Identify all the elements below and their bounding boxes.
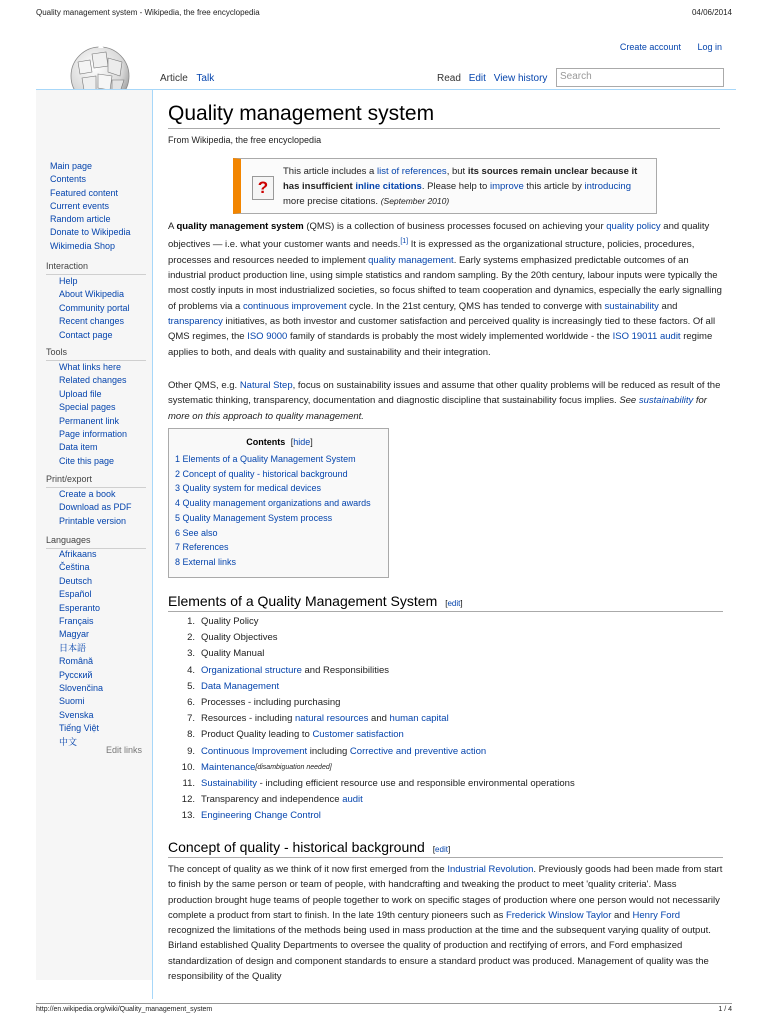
sidebar-item-recent-changes[interactable]: Recent changes	[59, 316, 125, 327]
frederick-winslow-taylor-link[interactable]: Frederick Winslow Taylor	[505, 909, 612, 921]
introducing-link[interactable]: introducing	[584, 181, 631, 192]
natural-step-link[interactable]: Natural Step	[239, 380, 293, 391]
list-item-number: 6.	[187, 696, 195, 708]
sidebar-item-contact-page[interactable]: Contact page	[59, 329, 113, 340]
toc-item[interactable]: 4 Quality management organizations and awards	[175, 498, 371, 509]
sidebar-item-main-page[interactable]: Main page	[50, 161, 93, 171]
list-item-text	[201, 679, 279, 695]
text-run: It is expressed as the organizational structure, policies, procedures, processes and resources needed to implement	[168, 239, 695, 266]
concept-paragraph	[168, 862, 723, 984]
list-item-text	[201, 792, 363, 808]
reference-1-link[interactable]: [1]	[400, 238, 409, 246]
sidebar-item-page-information[interactable]: Page information	[59, 429, 128, 440]
list-item-text	[201, 695, 340, 711]
text-run: . Early systems emphasized predictable outcomes of an industrial product production line, using simple statistics and random sampling. By the 20th century, labour inputs were typically the most costly inputs in most industrialized societies, so focus shifted to team cooperation and dynamics, especially the early signalling of problems via a	[168, 254, 722, 312]
notice-date: (September 2010)	[380, 196, 450, 206]
list-item-link[interactable]: Maintenance	[201, 761, 256, 773]
sidebar-heading-tools[interactable]: Tools	[46, 347, 68, 357]
site-subtitle: From Wikipedia, the free encyclopedia	[168, 135, 322, 145]
text-run: Other QMS, e.g.	[168, 380, 240, 391]
sidebar-item-contents[interactable]: Contents	[50, 174, 87, 185]
search-input[interactable]: Search	[556, 68, 724, 87]
sidebar-item-ti-ng-vi-t[interactable]: Tiếng Việt	[59, 723, 100, 734]
view-tabs	[437, 73, 552, 84]
list-item-text	[201, 808, 321, 824]
section-title: Concept of quality - historical background	[168, 839, 425, 855]
print-date: 04/06/2014	[691, 8, 732, 17]
list-item-text-run: - including efficient resource use and responsible environmental operations	[256, 777, 575, 789]
tab-view-history[interactable]: View history	[493, 73, 548, 84]
tab-article[interactable]: Article	[160, 73, 188, 84]
sidebar-item-current-events[interactable]: Current events	[50, 200, 110, 211]
sidebar-item-cite-this-page[interactable]: Cite this page	[59, 455, 115, 466]
disambiguation-note: [disambiguation needed]	[255, 763, 332, 771]
list-item-text-run: Resources - including	[201, 713, 295, 725]
sidebar-item-item[interactable]: 日本語	[59, 642, 87, 653]
tab-edit[interactable]: Edit	[468, 73, 486, 84]
sidebar-item-data-item[interactable]: Data item	[59, 442, 98, 453]
list-item-text-run: and	[368, 713, 390, 725]
text-run: initiatives, as both investor and customer satisfaction and perceived quality is increasingly tied to these factors. Of all QMS regimes, the	[168, 315, 716, 343]
list-item-link[interactable]: Engineering Change Control	[201, 810, 321, 822]
toc-title: Contents	[246, 437, 286, 447]
list-item-text-run: and Responsibilities	[301, 664, 389, 676]
text-run: family of standards is probably the most widely implemented worldwide - the	[287, 331, 613, 343]
notice-text-part: . Please help to	[421, 181, 490, 192]
text-run: and quality objectives — i.e. what your customer wants and needs.	[168, 221, 710, 251]
toc-title-row: Contents [hide]	[246, 437, 313, 447]
create-account-link[interactable]: Create account	[619, 42, 681, 52]
list-item-text-run: Transparency and independence	[201, 794, 343, 806]
toc-item[interactable]: 3 Quality system for medical devices	[175, 483, 322, 494]
list-item-text	[201, 711, 449, 727]
improve-link[interactable]: improve	[489, 181, 524, 192]
text-run: (QMS) is a collection of business processes focused on achieving your	[303, 221, 607, 232]
list-item-link[interactable]: Customer satisfaction	[312, 729, 404, 741]
print-header	[36, 8, 732, 20]
quality-management-link[interactable]: quality management	[368, 254, 454, 266]
toc-item[interactable]: 2 Concept of quality - historical background	[175, 468, 348, 479]
list-item-text	[201, 663, 389, 679]
sidebar-heading-print[interactable]: Print/export	[46, 474, 93, 484]
sidebar-item-e-tina[interactable]: Čeština	[59, 562, 90, 573]
text-run: and	[658, 300, 678, 312]
sustainability-link[interactable]: sustainability	[604, 300, 659, 312]
notice-bold-text: its sources remain unclear because it has insufficient	[283, 166, 638, 192]
text-run: , focus on sustainability issues and assume that other quality problems will be reduced as result of the systematic thinking, transparency, documentation and diagnostic discipline that sustainability focus implies.	[168, 380, 721, 407]
toc-item[interactable]: 6 See also	[175, 527, 218, 538]
sidebar-item-download-as-pdf[interactable]: Download as PDF	[59, 502, 132, 513]
sidebar-item-about-wikipedia[interactable]: About Wikipedia	[59, 289, 125, 300]
henry-ford-link[interactable]: Henry Ford	[632, 909, 681, 921]
text-run: cycle. In the 21st century, QMS has tended to converge with	[346, 300, 605, 312]
sidebar-main-nav	[50, 160, 131, 253]
notice-text-part: this article by	[523, 181, 585, 192]
section-heading-elements	[168, 593, 723, 612]
list-item-number: 13.	[181, 810, 195, 822]
list-item-link[interactable]: Organizational structure	[201, 664, 302, 676]
iso-19011-audit-link[interactable]: ISO 19011 audit	[612, 331, 681, 343]
list-item-link[interactable]: audit	[342, 794, 363, 806]
sidebar-item-random-article[interactable]: Random article	[50, 214, 111, 225]
list-item-link[interactable]: natural resources	[295, 713, 369, 725]
sidebar-item-create-a-book[interactable]: Create a book	[59, 489, 116, 499]
list-of-references-link[interactable]: list of references	[376, 166, 447, 177]
list-item-text	[201, 744, 486, 760]
sidebar-item-item[interactable]: Русский	[59, 669, 93, 680]
sidebar-print-list	[59, 488, 132, 528]
list-item-number: 3.	[187, 648, 195, 660]
notice-text-part: , but	[446, 166, 468, 177]
text-run: and	[611, 909, 633, 921]
list-item-number: 11.	[182, 777, 195, 789]
list-item-link[interactable]: human capital	[389, 713, 449, 725]
list-item-number: 1.	[187, 616, 195, 627]
sidebar-item-svenska[interactable]: Svenska	[59, 709, 94, 720]
toc-item[interactable]: 5 Quality Management System process	[175, 512, 333, 523]
sidebar-item-special-pages[interactable]: Special pages	[59, 402, 116, 413]
login-link[interactable]: Log in	[697, 42, 722, 52]
sidebar-item-esperanto[interactable]: Esperanto	[59, 602, 101, 613]
page-bottom-rule	[36, 1003, 732, 1004]
sustainability-see-link[interactable]: sustainability	[638, 395, 694, 407]
sidebar-item-printable-version[interactable]: Printable version	[59, 515, 127, 526]
list-item-link[interactable]: Sustainability	[201, 777, 257, 789]
sidebar-item-fran-ais[interactable]: Français	[59, 616, 94, 627]
page-title: Quality management system	[168, 102, 720, 129]
print-url: http://en.wikipedia.org/wiki/Quality_management_system	[36, 1006, 213, 1013]
sidebar-item-deutsch[interactable]: Deutsch	[59, 575, 93, 586]
sidebar-item-what-links-here[interactable]: What links here	[59, 362, 122, 372]
list-item-number: 10.	[181, 761, 195, 773]
print-page-title: Quality management system - Wikipedia, the free encyclopedia	[36, 8, 260, 17]
sidebar-item-permanent-link[interactable]: Permanent link	[59, 415, 120, 426]
list-item-link[interactable]: Corrective and preventive action	[349, 745, 487, 757]
sidebar-tools-list	[59, 361, 127, 468]
term-bold: quality management system	[176, 221, 304, 232]
list-item-text	[201, 646, 264, 662]
list-item-text	[201, 760, 332, 776]
text-run: See	[619, 395, 639, 407]
sidebar-item-item[interactable]: 中文	[59, 736, 78, 747]
toc-item[interactable]: 8 External links	[175, 556, 237, 567]
table-of-contents	[168, 428, 389, 578]
list-item-text-run: Quality Policy	[201, 616, 259, 627]
section-edit: [edit]	[432, 845, 451, 854]
section-edit-link[interactable]: edit	[447, 599, 461, 608]
question-mark-icon: ?	[252, 176, 274, 200]
iso-9000-link[interactable]: ISO 9000	[247, 331, 288, 343]
text-run: A	[168, 221, 177, 232]
sidebar-heading-languages[interactable]: Languages	[46, 535, 91, 545]
text-run: recognized the limitations of the methods being used in mass production at the time and the subsequent varying quality of output. Birland established Quality Departments to oversee the quality of production and rectifying of errors, and Ford emphasized standardization of design and component standards to ensure a standard product was produced. Management of quality was the responsibility of the Quality	[168, 925, 711, 983]
tab-talk[interactable]: Talk	[196, 73, 215, 84]
sidebar-item-donate-to-wikipedia[interactable]: Donate to Wikipedia	[50, 227, 131, 238]
text-run: for more on this approach to quality management.	[168, 395, 707, 422]
list-item-text	[201, 727, 404, 743]
second-paragraph	[168, 378, 723, 424]
list-item-text-run: including	[307, 745, 350, 757]
sidebar-item-upload-file[interactable]: Upload file	[59, 388, 102, 399]
tabs-rule	[36, 89, 736, 90]
inline-citations-link[interactable]: inline citations	[355, 181, 422, 192]
sidebar-item-community-portal[interactable]: Community portal	[59, 302, 130, 313]
list-item-number: 12.	[181, 794, 195, 806]
sidebar-item-help[interactable]: Help	[59, 276, 78, 286]
list-item-text-run: Processes - including purchasing	[201, 696, 341, 708]
transparency-link[interactable]: transparency	[168, 315, 223, 327]
section-title: Elements of a Quality Management System	[168, 593, 438, 609]
sidebar-languages-list	[59, 548, 103, 749]
section-heading-concept	[168, 839, 723, 858]
sidebar	[36, 90, 152, 980]
sidebar-item-wikimedia-shop[interactable]: Wikimedia Shop	[50, 240, 116, 251]
list-item-text	[201, 614, 259, 630]
list-item-link[interactable]: Data Management	[201, 680, 280, 692]
print-page-number: 1 / 4	[718, 1006, 732, 1013]
toc-items	[175, 452, 371, 570]
list-item-text-run: Product Quality leading to	[201, 729, 313, 741]
text-run: The concept of quality as we think of it now first emerged from the	[168, 864, 448, 875]
industrial-revolution-link[interactable]: Industrial Revolution	[447, 864, 534, 875]
list-item-text-run: Quality Manual	[201, 648, 265, 660]
list-item-text	[201, 630, 278, 646]
sidebar-item-featured-content[interactable]: Featured content	[50, 187, 119, 198]
sidebar-heading-interaction[interactable]: Interaction	[46, 261, 89, 271]
sidebar-item-related-changes[interactable]: Related changes	[59, 375, 127, 386]
sidebar-item-espa-ol[interactable]: Español	[59, 589, 92, 600]
list-item-number: 7.	[187, 713, 195, 725]
sidebar-item-suomi[interactable]: Suomi	[59, 696, 85, 707]
list-item-number: 9.	[187, 745, 195, 757]
list-item-number: 4.	[187, 664, 195, 676]
tab-read[interactable]: Read	[437, 73, 461, 84]
toc-hide-toggle[interactable]: hide	[293, 437, 311, 447]
notice-text-part: more precise citations.	[283, 196, 381, 207]
toc-item[interactable]: 1 Elements of a Quality Management System	[175, 454, 356, 464]
personal-tools	[606, 42, 722, 52]
sidebar-item-afrikaans[interactable]: Afrikaans	[59, 549, 97, 559]
namespace-tabs	[160, 73, 220, 84]
section-edit-link[interactable]: edit	[435, 845, 448, 854]
citation-notice-box	[233, 158, 657, 214]
list-item-number: 2.	[187, 632, 195, 644]
text-run: regime applies to both, and deals with quality and sustainability and their integration.	[168, 331, 713, 358]
continuous-improvement-link[interactable]: continuous improvement	[242, 300, 347, 312]
sidebar-interaction-list	[59, 275, 130, 342]
section-edit: [edit]	[445, 599, 463, 608]
quality-policy-link[interactable]: quality policy	[606, 221, 661, 232]
list-item-text	[201, 776, 575, 792]
notice-text	[283, 164, 655, 209]
list-item-link[interactable]: Continuous Improvement	[201, 745, 308, 757]
list-item-number: 8.	[187, 729, 195, 741]
list-item-text-run: Quality Objectives	[201, 632, 278, 644]
toc-item[interactable]: 7 References	[175, 542, 229, 553]
sidebar-item-sloven-ina[interactable]: Slovenčina	[59, 683, 104, 694]
edit-links[interactable]: Edit links	[106, 745, 143, 755]
lead-paragraph	[168, 219, 723, 360]
text-run: . Previously goods had been made from start to finish by the same person or team of people, with handcrafting and tweaking the product to meet 'quality criteria'. Mass production brought huge teams of people together to work on specific stages of production where one person would not necessarily complete a product from start to finish. In the late 19th century pioneers such as	[168, 864, 723, 921]
sidebar-item-magyar[interactable]: Magyar	[59, 629, 90, 640]
notice-text-part: This article includes a	[283, 166, 377, 177]
sidebar-item-rom-n[interactable]: Română	[59, 656, 94, 667]
list-item-number: 5.	[187, 680, 195, 692]
